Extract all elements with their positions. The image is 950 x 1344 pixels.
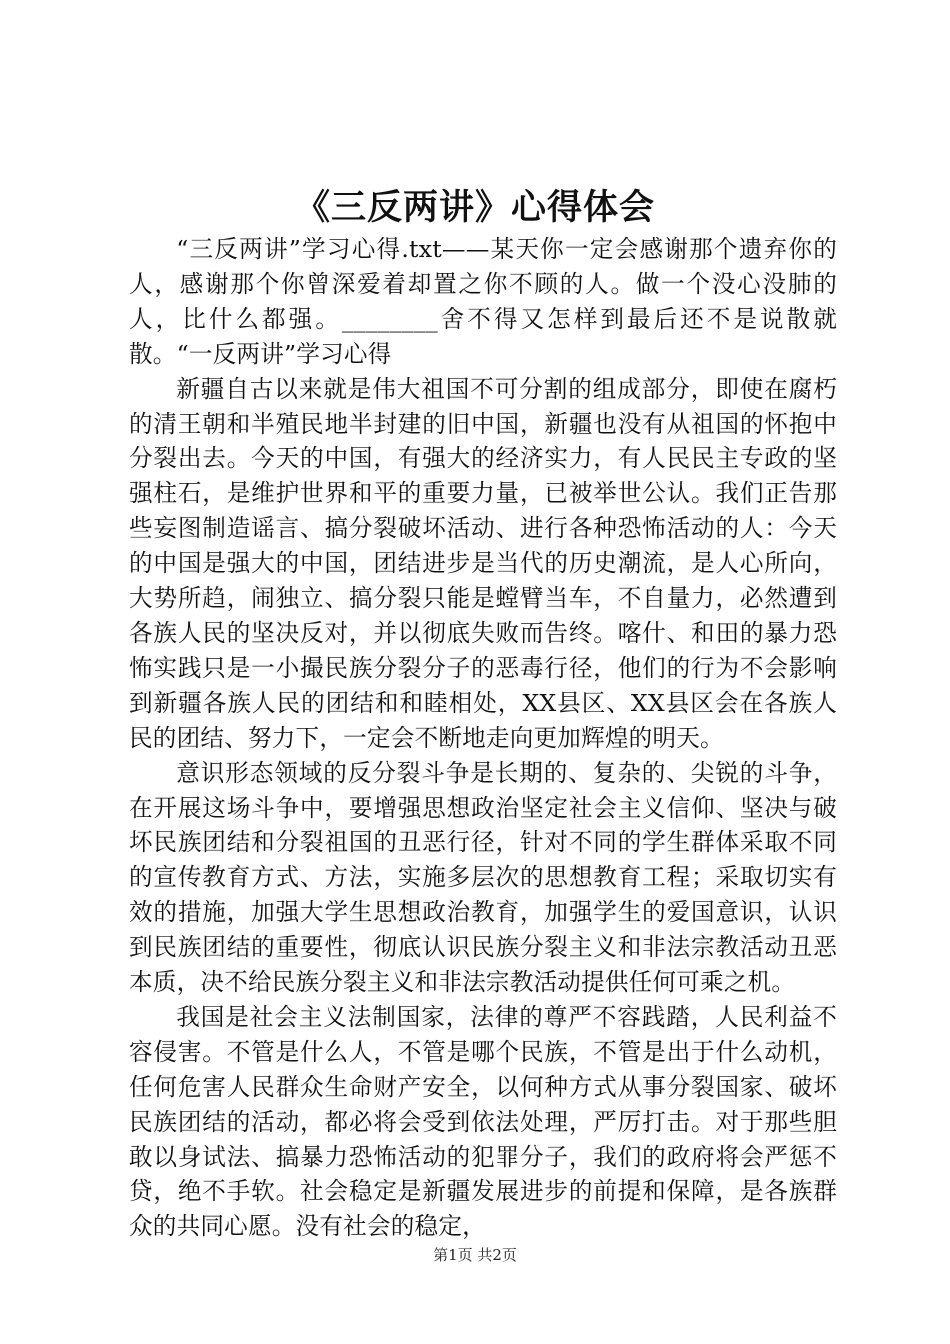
paragraph-intro: “三反两讲”学习心得.txt——某天你一定会感谢那个遗弃你的人，感谢那个你曾深爱着却置之你不顾的人。做一个没心没肺的人，比什么都强。________舍不得又怎样到最后还不是说散就散。“一反两讲”学习心得: [129, 235, 837, 368]
document-title: 《三反两讲》心得体会: [294, 187, 655, 228]
page-number-footer: 第1页 共2页: [433, 1246, 517, 1264]
paragraph-xinjiang-history: 新疆自古以来就是伟大祖国不可分割的组成部分，即使在腐朽的清王朝和半殖民地半封建的旧中国，新疆也没有从祖国的怀抱中分裂出去。今天的中国，有强大的经济实力，有人民民主专政的坚强柱石，是维护世界和平的重要力量，已被举世公认。我们正告那些妄图制造谣言、搞分裂破坏活动、进行各种恐怖活动的人：今天的中国是强大的中国，团结进步是当代的历史潮流，是人心所向，大势所趋，闹独立、搞分裂只能是螳臂当车，不自量力，必然遭到各族人民的坚决反对，并以彻底失败而告终。喀什、和田的暴力恐怖实践只是一小撮民族分裂分子的恶毒行径，他们的行为不会影响到新疆各族人民的团结和和睦相处，XX县区、XX县区会在各族人民的团结、努力下，一定会不断地走向更加辉煌的明天。: [129, 374, 837, 752]
paragraph-ideology: 意识形态领域的反分裂斗争是长期的、复杂的、尖锐的斗争，在开展这场斗争中，要增强思想政治坚定社会主义信仰、坚决与破坏民族团结和分裂祖国的丑恶行径，针对不同的学生群体采取不同的宣传教育方式、方法，实施多层次的思想教育工程；采取切实有效的措施，加强大学生思想政治教育，加强学生的爱国意识，认识到民族团结的重要性，彻底认识民族分裂主义和非法宗教活动丑恶本质，决不给民族分裂主义和非法宗教活动提供任何可乘之机。: [129, 758, 837, 997]
document-body: [129, 232, 837, 1244]
paragraph-rule-of-law: 我国是社会主义法制国家，法律的尊严不容践踏，人民利益不容侵害。不管是什么人，不管是哪个民族，不管是出于什么动机，任何危害人民群众生命财产安全，以何种方式从事分裂国家、破坏民族团结的活动，都必将会受到依法处理，严厉打击。对于那些胆敢以身试法、搞暴力恐怖活动的犯罪分子，我们的政府将会严惩不贷，绝不手软。社会稳定是新疆发展进步的前提和保障，是各族群众的共同心愿。没有社会的稳定，: [129, 1002, 837, 1241]
